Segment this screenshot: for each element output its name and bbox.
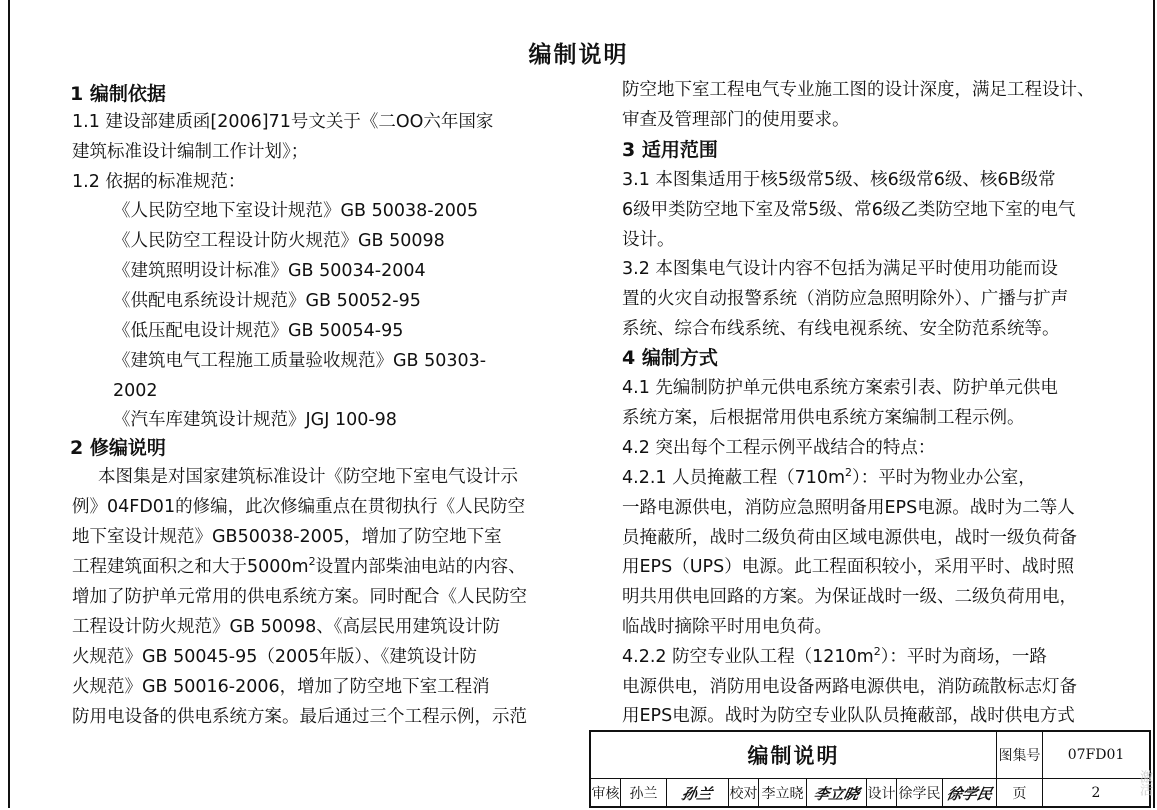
title-block-row-top [591,732,1149,779]
p421-line: 一路电源供电，消防应急照明备用EPS电源。战时为二等人 [622,498,1075,518]
p421-line: 员掩蔽所，战时二级负荷由区域电源供电，战时一级负荷备 [622,528,1077,548]
page-title: 编制说明 [528,42,629,68]
p422-head [622,645,1047,669]
designer-name: 徐学民 [897,778,943,808]
s3-line: 3.2 本图集电气设计内容不包括为满足平时使用功能而设 [622,259,1058,279]
reviewer-name: 孙兰 [621,778,667,808]
s2-line [72,555,526,579]
watermark: 激活 [1137,770,1152,796]
title-block [589,730,1151,808]
check-label: 校对 [729,778,759,808]
p421-text: ）：平时为物业办公室， [852,468,1036,488]
item-1-2: 1.2 依据的标准规范： [72,172,246,192]
right-line: 审查及管理部门的使用要求。 [622,110,850,130]
design-label: 设计 [867,778,897,808]
right-line: 防空地下室工程电气专业施工图的设计深度，满足工程设计、 [622,80,1095,100]
superscript: 2 [308,555,316,569]
signature-text: 徐学民 [944,784,994,803]
norm-item: 《汽车库建筑设计规范》JGJ 100-98 [113,410,397,430]
atlas-label: 图集号 [997,732,1043,778]
reviewer-signature [667,778,729,808]
s2-line: 工程设计防火规范》GB 50098、《高层民用建筑设计防 [72,617,501,637]
norm-item: 2002 [113,381,158,401]
review-label: 审核 [591,778,621,808]
s4-line: 系统方案，后根据常用供电系统方案编制工程示例。 [622,408,1025,428]
norm-item: 《建筑照明设计标准》GB 50034-2004 [113,261,426,281]
norm-item: 《建筑电气工程施工质量验收规范》GB 50303- [113,351,487,371]
p421-line: 用EPS（UPS）电源。此工程面积较小，采用平时、战时照 [622,557,1075,577]
s4-line: 4.2 突出每个工程示例平战结合的特点： [622,438,936,458]
superscript: 2 [845,466,853,480]
s2-line-text: 设置内部柴油电站的内容、 [315,557,526,577]
s3-line: 3.1 本图集适用于核5级常5级、核6级常6级、核6B级常 [622,170,1056,190]
s2-line: 例》04FD01的修编，此次修编重点在贯彻执行《人民防空 [72,497,526,517]
norm-item: 《供配电系统设计规范》GB 50052-95 [113,291,421,311]
title-block-name: 编制说明 [591,732,997,778]
section-3-heading: 3 适用范围 [622,139,718,161]
norm-item: 《人民防空地下室设计规范》GB 50038-2005 [113,201,479,221]
signature-text: 李立晓 [811,784,861,803]
p422-text: 4.2.2 防空专业队工程（1210m [622,647,874,667]
title-block-row-bottom [591,778,1149,808]
s2-line: 防用电设备的供电系统方案。最后通过三个工程示例，示范 [72,707,527,727]
norm-item: 《人民防空工程设计防火规范》GB 50098 [113,231,445,251]
p421-line: 临战时摘除平时用电负荷。 [622,617,832,637]
page-label: 页 [997,778,1043,808]
checker-name: 李立晓 [759,778,807,808]
s2-line: 火规范》GB 50016-2006，增加了防空地下室工程消 [72,677,490,697]
item-1-1-line1: 1.1 建设部建质函[2006]71号文关于《二OO六年国家 [72,112,494,132]
s3-line: 设计。 [622,230,675,250]
s3-line: 系统、综合布线系统、有线电视系统、安全防范系统等。 [622,319,1060,339]
s4-line: 4.1 先编制防护单元供电系统方案索引表、防护单元供电 [622,378,1058,398]
signature-text: 孙兰 [680,784,715,803]
s2-line: 地下室设计规范》GB50038-2005，增加了防空地下室 [72,527,502,547]
p421-head [622,466,1036,490]
s2-line-text: 工程建筑面积之和大于5000m [72,557,309,577]
superscript: 2 [873,645,881,659]
p422-line: 用EPS电源。战时为防空专业队队员掩蔽部，战时供电方式 [622,706,1075,726]
p422-text: ）：平时为商场，一路 [880,647,1047,667]
p422-line: 电源供电，消防用电设备两路电源供电，消防疏散标志灯备 [622,677,1077,697]
checker-signature [807,778,867,808]
p421-line: 明共用供电回路的方案。为保证战时一级、二级负荷用电， [622,587,1077,607]
page-number: 2 [1091,785,1101,801]
s3-line: 6级甲类防空地下室及常5级、常6级乙类防空地下室的电气 [622,200,1076,220]
item-1-1-line2: 建筑标准设计编制工作计划》； [72,142,309,162]
section-2-heading: 2 修编说明 [70,437,166,459]
section-4-heading: 4 编制方式 [622,347,718,369]
designer-signature [943,778,997,808]
norm-item: 《低压配电设计规范》GB 50054-95 [113,321,404,341]
s3-line: 置的火灾自动报警系统（消防应急照明除外）、广播与扩声 [622,289,1069,309]
atlas-number: 07FD01 [1067,747,1125,763]
s2-line: 本图集是对国家建筑标准设计《防空地下室电气设计示 [98,467,518,487]
s2-line: 火规范》GB 50045-95（2005年版）、《建筑设计防 [72,647,477,667]
p421-text: 4.2.1 人员掩蔽工程（710m [622,468,846,488]
s2-line: 增加了防护单元常用的供电系统方案。同时配合《人民防空 [72,587,527,607]
section-1-heading: 1 编制依据 [70,83,166,105]
